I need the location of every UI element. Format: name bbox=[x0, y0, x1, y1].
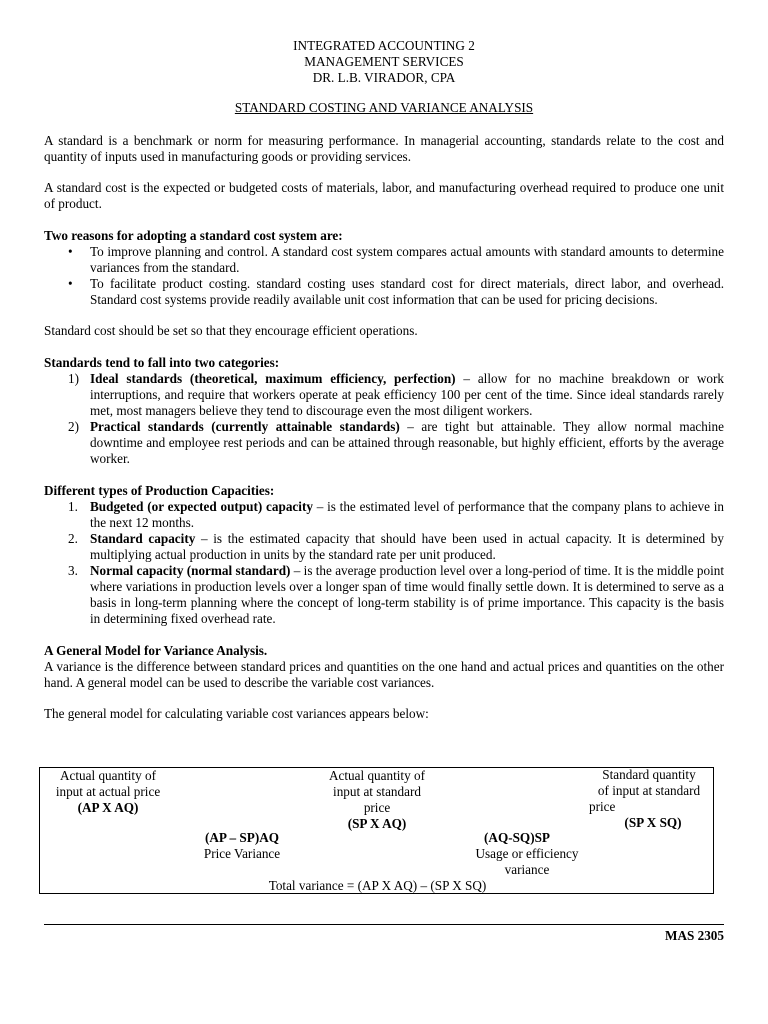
actual-at-actual-column: Actual quantity of input at actual price (AP X AQ) bbox=[44, 768, 172, 816]
capacities-heading: Different types of Production Capacities: bbox=[44, 483, 275, 498]
document-page bbox=[44, 38, 724, 722]
usage-variance: (AQ-SQ)SP Usage or efficiency variance bbox=[452, 830, 602, 878]
term: Normal capacity (normal standard) bbox=[90, 563, 291, 578]
list-item: 2) Practical standards (currently attainable standards) – are tight but attainable. They allow normal machine downtime and employee rest periods and can be attained through reasonable, but highly efficient, efforts by the average worker. bbox=[68, 419, 724, 466]
reasons-heading: Two reasons for adopting a standard cost system are: bbox=[44, 228, 343, 243]
formula-sp-sq: (SP X SQ) bbox=[624, 815, 682, 830]
efficient-operations-note: Standard cost should be set so that they encourage efficient operations. bbox=[44, 323, 418, 338]
standard-at-standard-column: Standard quantity of input at standard price (SP X SQ) bbox=[586, 767, 712, 831]
price-variance-formula: (AP – SP)AQ bbox=[205, 830, 279, 845]
total-variance: Total variance = (AP X AQ) – (SP X SQ) bbox=[268, 878, 487, 893]
page-title: STANDARD COSTING AND VARIANCE ANALYSIS bbox=[234, 100, 534, 115]
list-item: 3. Normal capacity (normal standard) – is the average production level over a long-period of time. It is the middle point where variations in production levels over a longer span of time would finally settle down. It is determined to serve as a basis in long-term planning where the concept of long-term stability is of prime importance. This capacity is the basis in determining fixed overhead rate. bbox=[68, 563, 724, 626]
term: Budgeted (or expected output) capacity bbox=[90, 499, 313, 514]
actual-at-standard-column: Actual quantity of input at standard price (SP X AQ) bbox=[310, 768, 444, 832]
general-model-heading: A General Model for Variance Analysis. bbox=[44, 643, 268, 658]
bullet-icon: • bbox=[68, 244, 73, 259]
price-variance-label: Price Variance bbox=[203, 846, 281, 861]
bullet-icon: • bbox=[68, 276, 73, 291]
list-item: • To improve planning and control. A standard cost system compares actual amounts with standard amounts to determine variances from the standard. bbox=[68, 244, 724, 275]
general-model-intro: The general model for calculating variable cost variances appears below: bbox=[44, 706, 429, 721]
header-subject: MANAGEMENT SERVICES bbox=[304, 54, 464, 69]
term: Standard capacity bbox=[90, 531, 196, 546]
list-item: 2. Standard capacity – is the estimated capacity that should have been used in actual capacity. It is determined by multiplying actual production in units by the standard rate per unit produced. bbox=[68, 531, 724, 562]
footer-divider bbox=[44, 924, 724, 925]
capacities-list bbox=[44, 499, 724, 627]
variance-model-box bbox=[39, 767, 714, 894]
formula-ap-aq: (AP X AQ) bbox=[77, 800, 139, 815]
intro-paragraph-2: A standard cost is the expected or budgeted costs of materials, labor, and manufacturing overhead required to produce one unit of product. bbox=[44, 180, 724, 211]
price-variance bbox=[182, 830, 302, 862]
document-header bbox=[44, 38, 724, 86]
categories-list bbox=[44, 371, 724, 467]
formula-sp-aq: (SP X AQ) bbox=[347, 816, 407, 831]
header-author: DR. L.B. VIRADOR, CPA bbox=[312, 70, 456, 85]
categories-heading: Standards tend to fall into two categories: bbox=[44, 355, 280, 370]
general-model-paragraph: A variance is the difference between standard prices and quantities on the one hand and actual prices and quantities on the other hand. A general model can be used to describe the variable cost variances. bbox=[44, 659, 724, 690]
header-course: INTEGRATED ACCOUNTING 2 bbox=[293, 38, 475, 53]
list-item: • To facilitate product costing. standard costing uses standard cost for direct materials, direct labor, and overhead. Standard cost systems provide readily available unit cost information that can be used for pricing decisions. bbox=[68, 276, 724, 307]
course-code: MAS 2305 bbox=[665, 928, 724, 943]
reasons-list bbox=[44, 244, 724, 308]
term: Ideal standards (theoretical, maximum efficiency, perfection) bbox=[90, 371, 456, 386]
usage-variance-formula: (AQ-SQ)SP bbox=[484, 830, 550, 845]
list-item: 1. Budgeted (or expected output) capacity – is the estimated level of performance that the company plans to achieve in the next 12 months. bbox=[68, 499, 724, 530]
term: Practical standards (currently attainable standards) bbox=[90, 419, 400, 434]
list-item: 1) Ideal standards (theoretical, maximum efficiency, perfection) – allow for no machine breakdown or work interruptions, and require that workers operate at peak efficiency 100 per cent of the time. Since ideal standards rarely met, most managers believe they tend to discourage even the most diligent workers. bbox=[68, 371, 724, 418]
intro-paragraph-1: A standard is a benchmark or norm for measuring performance. In managerial accounting, standards relate to the cost and quantity of inputs used in manufacturing goods or providing services. bbox=[44, 133, 724, 164]
